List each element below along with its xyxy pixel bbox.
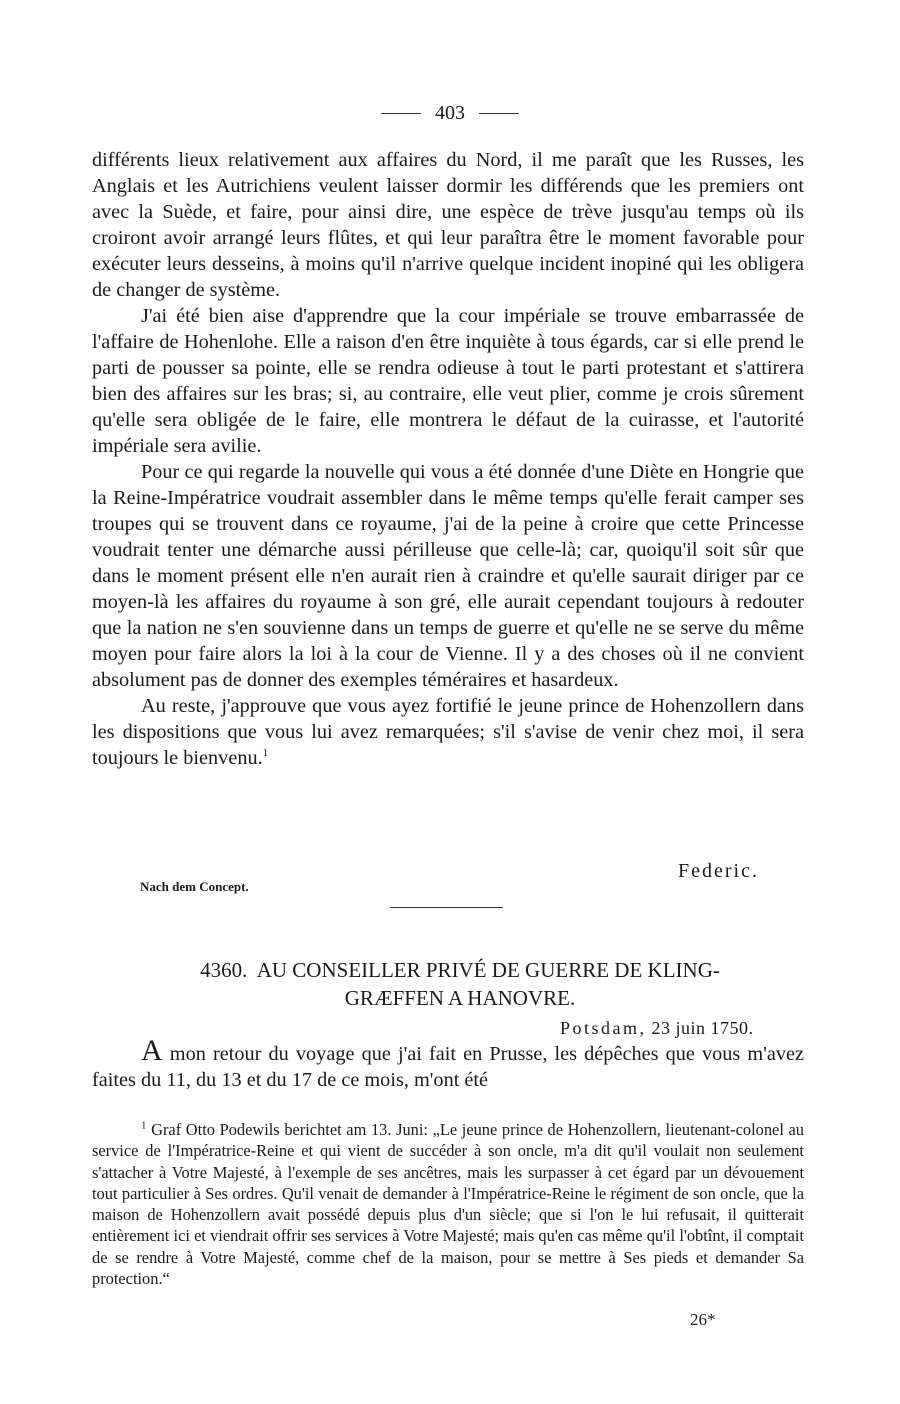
letter-paragraph-3: Pour ce qui regarde la nouvelle qui vous a été donnée d'une Diète en Hongrie que la Reine-Impératrice voudrait assembler dans le même temps qu'elle ferait camper ses troupes qui se trouvent dans ce royaume, j'ai de la peine à croire que cette Princesse voudrait tenter une démarche aussi périlleuse que celle-là; car, quoiqu'il soit sûr que dans le moment présent elle n'en aurait rien à craindre et qu'elle saurait diriger par ce moyen-là les affaires du royaume à son gré, elle aurait cependant toujours à redouter que la nation ne s'en souvienne dans un temps de guerre et qu'elle ne se serve du même moyen pour faire alors la loi à la cour de Vienne. Il y a des choses où il ne convient absolument pas de donner des exemples téméraires et hasardeux. (92, 461, 804, 691)
header-rule-right (479, 113, 519, 114)
section-number: 4360. (200, 958, 248, 982)
source-note: Nach dem Concept. (140, 879, 249, 894)
footnote-1 (92, 1119, 804, 1289)
section-paragraph-text: mon retour du voyage que j'ai fait en Prusse, les dépêches que vous m'avez faites du 11, du 13 et du 17 de ce mois, m'ont été (92, 1043, 804, 1091)
signature: Federic. (678, 860, 759, 882)
section-heading-line-2: GRÆFFEN A HANOVRE. (344, 986, 576, 1010)
footnote (92, 1119, 804, 1289)
signature-mark: 26* (690, 1310, 716, 1329)
letter-body (92, 147, 804, 771)
section-paragraph (92, 1034, 804, 1093)
letter-paragraph-1: différents lieux relativement aux affaires du Nord, il me paraît que les Russes, les Anglais et les Autrichiens veulent laisser dormir les différends que les premiers ont avec la Suède, et faire, pour ainsi dire, une espèce de trève jusqu'au temps où ils croiront avoir arrangé leurs flûtes, et qui leur paraîtra être le moment favorable pour exécuter leurs desseins, à moins qu'il n'arrive quelque incident inopiné qui les obligera de changer de système. (92, 149, 804, 301)
footnote-reference: 1 (262, 747, 269, 760)
section-title-1: AU CONSEILLER PRIVÉ DE GUERRE DE KLING- (256, 958, 720, 982)
page-number: 403 (435, 102, 465, 124)
section-dropcap: A (141, 1034, 163, 1067)
footnote-1-text: Graf Otto Podewils berichtet am 13. Juni: „Le jeune prince de Hohenzollern, lieutenant-colonel au service de l'Impératrice-Reine et qui vient de succéder à son oncle, m'a dit qu'il voulait non seulement s'attacher à Votre Majesté, à l'exemple de ses ancêtres, mais les surpasser à cet égard par un dévouement tout particulier à Ses ordres. Qu'il venait de demander à l'Impératrice-Reine le régiment de son oncle, que la maison de Hohenzollern avait possédé depuis plus d'un siècle; que si l'on le lui refusait, il quitterait entièrement ici et viendrait offrir ses services à Votre Majesté; mais qu'en cas même qu'il l'obtînt, il comptait de se rendre à Votre Majesté, comme chef de la maison, pour se mettre à Ses pieds et demander Sa protection.“ (92, 1120, 804, 1289)
header-rule-left (381, 113, 421, 114)
dateline-date: 23 juin 1750. (651, 1018, 754, 1038)
letter-paragraph-4 (92, 693, 804, 771)
section-heading (130, 956, 790, 1012)
footnote-marker: 1 (141, 1119, 147, 1132)
section-heading-line-1 (130, 956, 790, 984)
section-body (92, 1034, 804, 1093)
dateline-place: Potsdam, (560, 1018, 647, 1038)
section-dateline (560, 1018, 754, 1039)
letter-paragraph-2: J'ai été bien aise d'apprendre que la cour impériale se trouve embarrassée de l'affaire de Hohenlohe. Elle a raison d'en être inquiète à tous égards, car si elle prend le parti de pousser sa pointe, elle se rendra odieuse à tout le parti protestant et s'attirera bien des affaires sur les bras; si, au contraire, elle veut plier, comme je crois sûrement qu'elle sera obligée de le faire, elle montrera le défaut de la cuirasse, et l'autorité impériale sera avilie. (92, 305, 804, 457)
letter-paragraph-4-text: Au reste, j'approuve que vous ayez fortifié le jeune prince de Hohenzollern dans les dispositions que vous lui avez remarquées; s'il s'avise de venir chez moi, il sera toujours le bienvenu. (92, 695, 804, 769)
section-separator (390, 907, 503, 908)
page-header (0, 102, 900, 125)
